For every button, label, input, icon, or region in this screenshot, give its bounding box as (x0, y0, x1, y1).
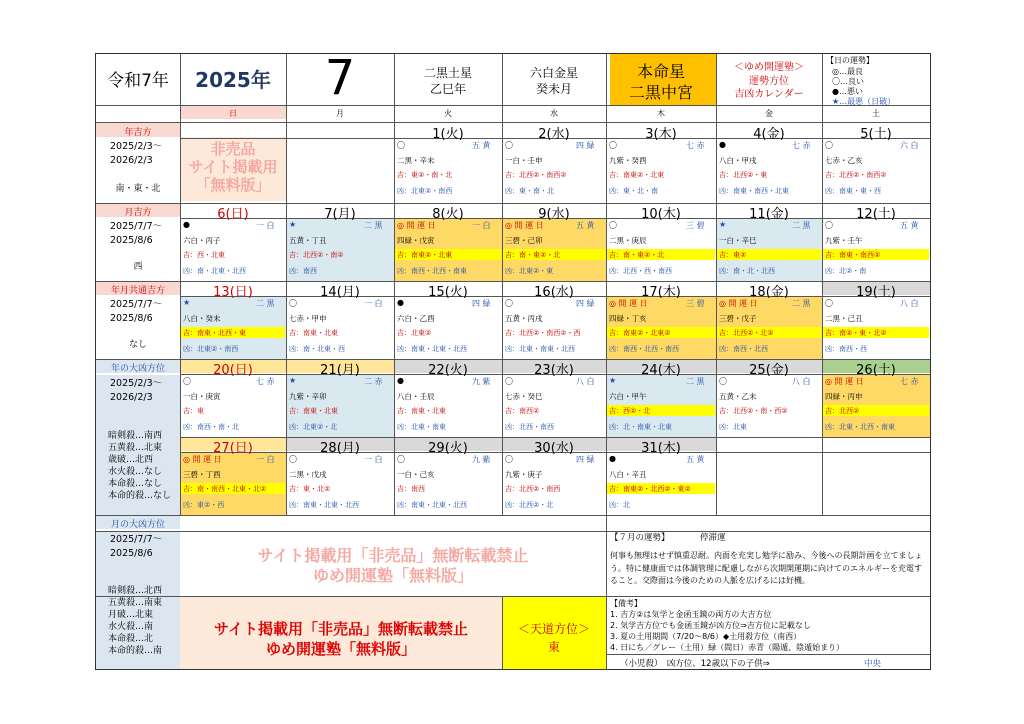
day-kyo: 凶：北西・西・南西 (609, 267, 672, 275)
day-kanshi: 五黄・丙戌 (505, 314, 543, 323)
honmei-1: 本命星 (636, 62, 685, 81)
day-kanshi: 八白・癸未 (183, 314, 221, 323)
grid-line-h (606, 596, 930, 597)
day-kichi: 吉：南・東②・北 (609, 251, 665, 259)
day-kyo: 凶：北東・南東・北西 (505, 345, 575, 353)
day-kyo: 凶：北東②・南西 (183, 345, 239, 353)
day-star: 四 緑 (472, 299, 491, 308)
yume-2: 運勢方位 (749, 76, 789, 87)
day-kanshi: 一白・庚寅 (183, 392, 221, 401)
day-star: 七 赤 (686, 141, 705, 150)
day-mark: ◎ 開 運 日 (505, 221, 544, 230)
day-kanshi: 六白・丙子 (183, 236, 221, 245)
month-star-1: 六白金星 (529, 66, 578, 80)
day-kichi: 吉：南・南西・北東・北② (183, 485, 267, 493)
day-mark: ◎ 開 運 日 (825, 377, 864, 386)
day-kyo: 凶：北②・南 (825, 267, 867, 275)
fortune-word: 停滞運 (700, 533, 726, 543)
day-number: 4(金) (753, 127, 785, 142)
side-list-item: 水火殺…なし (108, 467, 163, 477)
side-list-item: 本命殺…北 (108, 634, 154, 644)
side-list-item: 水火殺…南 (108, 622, 154, 632)
side-nen-daikyo-range: 2025/2/3～ 2026/2/3 (110, 378, 163, 403)
day-kichi: 吉：南東②・北東 (609, 171, 665, 179)
day-number: 5(土) (860, 127, 892, 142)
tenten-dir: 東 (547, 640, 560, 654)
day-number: 13(日) (213, 285, 253, 300)
side-nen-daikyo: 年の大凶方位 (110, 364, 165, 374)
day-mark: 〇 (505, 455, 513, 464)
day-kichi: 吉：北西②・南西② (825, 171, 887, 179)
stamp1-line2: サイト掲載用 (188, 158, 278, 176)
day-kanshi: 二黒・己丑 (825, 314, 863, 323)
day-number: 25(金) (749, 363, 789, 378)
side-list-item: 歳破…北西 (108, 455, 154, 465)
day-star: 五 黄 (900, 221, 919, 230)
side-list-item: 五黄殺…北東 (108, 443, 163, 453)
day-star: 七 赤 (900, 377, 919, 386)
day-number: 6(日) (217, 207, 249, 222)
day-kyo: 凶：南東・北東・北西 (397, 501, 467, 509)
day-kichi: 吉：東② (719, 251, 747, 259)
day-kichi: 吉：南東・南西② (825, 251, 881, 259)
day-kyo: 凶：南西・北西 (719, 345, 768, 353)
day-number: 2(水) (538, 127, 570, 142)
shoni-dir: 中央 (864, 659, 882, 669)
day-star: 一 白 (364, 455, 383, 464)
fortune-title: 【７月の運勢】 (610, 533, 670, 543)
day-kyo: 凶：南東・東・西 (825, 187, 881, 195)
day-kichi: 吉：南東②・北西②・東② (609, 485, 691, 493)
side-nen-dirs: 南・東・北 (115, 184, 161, 194)
legend-title: 【日の運勢】 (826, 56, 874, 65)
day-kyo: 凶：南西 (289, 267, 317, 275)
note-1: 1. 吉方②は気学と金函玉鏡の両方の大吉方位 (610, 610, 772, 619)
day-number: 16(水) (534, 285, 574, 300)
side-kyotsu-dirs: なし (128, 340, 147, 350)
day-kyo: 凶：北東 (719, 423, 747, 431)
day-mark: ◎ 開 運 日 (183, 455, 222, 464)
day-number: 17(木) (641, 285, 681, 300)
day-kanshi: 九紫・壬午 (825, 236, 863, 245)
stamp1-line1: 非売品 (210, 140, 256, 158)
day-kanshi: 九紫・癸酉 (609, 156, 647, 165)
day-kanshi: 七赤・甲申 (289, 314, 327, 323)
side-nen-kippo: 年吉方 (124, 128, 152, 138)
day-mark: ● (183, 220, 190, 229)
day-kyo: 凶：東・北・南 (609, 187, 658, 195)
day-star: 四 緑 (576, 299, 595, 308)
note-4: 4. 日にち／グレー（土用）緑（間日）赤青（陽遁、陰遁始まり） (610, 643, 845, 652)
day-number: 11(金) (749, 207, 789, 222)
day-mark: 〇 (505, 377, 513, 386)
day-kyo: 凶：南西・北西・南東 (397, 267, 467, 275)
side-tsuki-dirs: 西 (133, 262, 143, 272)
day-number: 30(水) (534, 441, 574, 456)
day-number: 10(木) (641, 207, 681, 222)
day-star: 一 白 (256, 221, 275, 230)
fortune-body: 何事も無理はせず慎重忍耐。内面を充実し勉学に励み、今後への長期計画を立てましょう。特に健康面では体調管理に配慮しながら次期開運期に向けてのエネルギーを充電すること。交際面は今後のための人脈を広げるには好機。 (610, 551, 923, 585)
day-kanshi: 四緑・戊寅 (397, 236, 435, 245)
day-kyo: 凶：南東・北東・北西 (289, 501, 359, 509)
day-kichi: 吉：東②・南・北 (397, 171, 453, 179)
day-mark: ◎ 開 運 日 (719, 299, 758, 308)
day-kichi: 吉：北西②・南西② (505, 171, 567, 179)
day-number: 27(日) (213, 441, 253, 456)
day-kichi: 吉：南西 (397, 485, 425, 493)
day-kanshi: 三碧・戊子 (719, 314, 757, 323)
day-number: 20(日) (213, 363, 253, 378)
day-star: 二 黒 (792, 299, 811, 308)
day-kyo: 凶：北・南東・北東 (609, 423, 672, 431)
day-star: 一 白 (256, 455, 275, 464)
day-kichi: 吉：南②・東・北② (825, 329, 887, 337)
day-kyo: 凶：南西・北西・南西 (609, 345, 679, 353)
day-number: 23(水) (534, 363, 574, 378)
day-kyo: 凶：北西・南西 (505, 423, 554, 431)
yume-3: 吉凶カレンダー (734, 89, 804, 100)
day-number: 14(月) (320, 285, 360, 300)
grid-line-h (96, 105, 930, 106)
day-mark: ★ (289, 376, 297, 385)
day-kichi: 吉：北東② (397, 329, 432, 337)
stamp2-line1: サイト掲載用「非売品」無断転載禁止 (257, 546, 529, 565)
day-star: 二 黒 (792, 221, 811, 230)
day-kichi: 吉：西・北東 (183, 251, 225, 259)
day-kyo: 凶：南・北東・北西 (183, 267, 246, 275)
side-kyotsu: 年月共通吉方 (110, 286, 165, 296)
day-star: 七 赤 (792, 141, 811, 150)
day-mark: 〇 (289, 455, 297, 464)
day-kanshi: 五黄・乙未 (719, 392, 757, 401)
day-kyo: 凶：北西②・北 (505, 501, 554, 509)
day-star: 五 黄 (686, 455, 705, 464)
day-number: 7(月) (324, 207, 356, 222)
day-kanshi: 一白・己亥 (397, 470, 435, 479)
day-star: 八 白 (576, 377, 595, 386)
day-mark: ◎ 開 運 日 (397, 221, 436, 230)
stamp3-line2: ゆめ開運塾「無料版」 (265, 640, 416, 658)
day-kanshi: 一白・壬申 (505, 156, 543, 165)
day-mark: 〇 (609, 141, 617, 150)
grid-line-v (606, 515, 607, 670)
day-kanshi: 七赤・乙亥 (825, 156, 863, 165)
day-star: 五 黄 (576, 221, 595, 230)
weekday-0: 日 (229, 109, 237, 118)
day-kyo: 凶：北東・北西・南東 (825, 423, 895, 431)
day-kyo: 凶：北東②・北 (289, 423, 338, 431)
day-star: 二 黒 (686, 377, 705, 386)
weekday-3: 水 (550, 109, 558, 118)
day-star: 九 紫 (472, 455, 491, 464)
day-star: 八 白 (900, 299, 919, 308)
day-star: 八 白 (792, 377, 811, 386)
day-kanshi: 二黒・庚辰 (609, 236, 647, 245)
day-mark: ● (397, 298, 404, 307)
day-kichi: 吉：東 (183, 407, 204, 415)
day-mark: 〇 (825, 221, 833, 230)
era-label: 令和7年 (107, 71, 169, 91)
day-mark: ★ (289, 220, 297, 229)
day-kichi: 吉：北西②・南西 (505, 485, 561, 493)
stamp2-line2: ゆめ開運塾「無料版」 (312, 566, 473, 585)
day-kyo: 凶：南・北・北西 (719, 267, 775, 275)
day-mark: 〇 (397, 455, 405, 464)
day-kichi: 吉：北西②・南・西② (719, 407, 788, 415)
side-tsuki-kippo: 月吉方 (124, 208, 152, 218)
month-star-2: 癸未月 (535, 82, 572, 96)
day-kanshi: 七赤・癸巳 (505, 392, 543, 401)
day-number: 26(土) (856, 363, 896, 378)
day-kichi: 吉：南・東②・北 (505, 251, 561, 259)
day-star: 五 黄 (472, 141, 491, 150)
side-list-item: 暗剣殺…北西 (108, 586, 163, 596)
day-star: 三 碧 (686, 221, 705, 230)
day-number: 15(火) (428, 285, 468, 300)
day-number: 24(木) (641, 363, 681, 378)
day-mark: 〇 (505, 141, 513, 150)
day-number: 19(土) (856, 285, 896, 300)
day-kichi: 吉：南東②・北東② (609, 329, 671, 337)
day-mark: ★ (719, 220, 727, 229)
grid-line-h (96, 515, 930, 516)
day-mark: ● (609, 454, 616, 463)
day-kanshi: 二黒・辛未 (397, 156, 435, 165)
weekday-4: 木 (657, 109, 665, 118)
day-kichi: 吉：南東・北東 (289, 329, 338, 337)
side-kyotsu-range: 2025/7/7～ 2025/8/6 (110, 299, 163, 324)
day-kyo: 凶：北東②・東 (505, 267, 554, 275)
yume-1: ＜ゆめ開運塾＞ (734, 62, 804, 73)
day-star: 四 緑 (576, 141, 595, 150)
day-star: 六 白 (900, 141, 919, 150)
tenten-label: ＜天道方位＞ (517, 622, 590, 636)
day-kichi: 吉：北西② (825, 407, 860, 415)
day-number: 22(火) (428, 363, 468, 378)
day-kanshi: 三碧・丁酉 (183, 470, 221, 479)
day-kanshi: 九紫・庚子 (505, 470, 543, 479)
shoni-label: （小児殺） 凶方位、12歳以下の子供⇒ (620, 659, 770, 669)
day-kichi: 吉：西②・北 (609, 407, 651, 415)
legend-good: 〇…良い (832, 77, 864, 86)
day-kanshi: 四緑・丙申 (825, 392, 863, 401)
weekday-6: 土 (872, 109, 880, 118)
day-mark: 〇 (289, 299, 297, 308)
grid-line-h (606, 654, 930, 655)
day-number: 18(金) (749, 285, 789, 300)
day-kichi: 吉：北西②・南② (289, 251, 344, 259)
day-mark: ● (397, 376, 404, 385)
day-mark: 〇 (505, 299, 513, 308)
year-star-1: 二黒土星 (423, 66, 472, 80)
day-kichi: 吉：南東・北東 (397, 407, 446, 415)
day-number: 3(木) (645, 127, 677, 142)
day-number: 1(火) (432, 127, 464, 142)
day-mark: ★ (609, 376, 617, 385)
year-label: 2025年 (195, 68, 271, 92)
day-star: 二 黒 (256, 299, 275, 308)
day-number: 21(月) (320, 363, 360, 378)
day-number: 31(木) (641, 441, 681, 456)
day-kyo: 凶：北 (609, 501, 630, 509)
side-tsuki-daikyo: 月の大凶方位 (110, 520, 165, 530)
side-tsuki-range: 2025/7/7～ 2025/8/6 (110, 221, 163, 246)
side-list-item: 暗剣殺…南西 (108, 431, 163, 441)
day-kyo: 凶：東・南・北 (505, 187, 554, 195)
day-kichi: 吉：南西② (505, 407, 540, 415)
day-mark: ● (719, 140, 726, 149)
day-number: 8(火) (432, 207, 464, 222)
day-kyo: 凶：北東・南東 (397, 423, 446, 431)
day-kyo: 凶：北東②・南西 (397, 187, 453, 195)
day-kanshi: 六白・甲午 (609, 392, 647, 401)
day-kichi: 吉：北西②・南西②・西 (505, 329, 581, 337)
legend-best: ◎…最良 (832, 67, 863, 76)
day-star: 一 白 (364, 299, 383, 308)
day-kichi: 吉：東・北② (289, 485, 331, 493)
grid-line-h (96, 531, 930, 532)
day-kyo: 凶：南西・西 (825, 345, 867, 353)
day-kanshi: 八白・甲戌 (719, 156, 757, 165)
side-list-item: 本命的殺…南 (108, 646, 163, 656)
stamp1-line3: 「無料版」 (195, 176, 271, 194)
day-star: 四 緑 (576, 455, 595, 464)
day-star: 一 白 (472, 221, 491, 230)
honmei-2: 二黒中宮 (628, 83, 693, 102)
day-kyo: 凶：南西・南・北 (183, 423, 239, 431)
weekday-2: 火 (444, 109, 452, 118)
weekday-1: 月 (336, 109, 344, 118)
day-kanshi: 九紫・辛卯 (289, 392, 327, 401)
day-kanshi: 八白・辛丑 (609, 470, 647, 479)
notes-title: 【備考】 (610, 599, 642, 608)
day-kichi: 吉：北西②・北② (719, 329, 774, 337)
day-kichi: 吉：南東・北東 (289, 407, 338, 415)
year-star-2: 乙巳年 (429, 82, 466, 96)
day-star: 二 赤 (364, 377, 383, 386)
day-kanshi: 八白・壬辰 (397, 392, 435, 401)
side-nen-range: 2025/2/3～ 2026/2/3 (110, 141, 163, 166)
day-number: 12(土) (856, 207, 896, 222)
day-mark: 〇 (609, 221, 617, 230)
note-3: 3. 夏の土用期間（7/20～8/6）◆土用殺方位（南西） (610, 632, 802, 641)
day-kyo: 凶：南東・北東・北西 (397, 345, 467, 353)
day-mark: ◎ 開 運 日 (609, 299, 648, 308)
day-kanshi: 四緑・丁亥 (609, 314, 647, 323)
day-mark: 〇 (183, 377, 191, 386)
day-number: 28(月) (320, 441, 360, 456)
stamp3-line1: サイト掲載用「非売品」無断転載禁止 (214, 620, 468, 638)
day-mark: 〇 (825, 299, 833, 308)
legend-worst: ★…最悪（日破） (832, 97, 896, 106)
side-list-item: 本命的殺…なし (108, 491, 172, 501)
grid-line-h (96, 596, 606, 597)
weekday-5: 金 (765, 109, 773, 118)
day-star: 七 赤 (256, 377, 275, 386)
day-kyo: 凶：南東・南西・北東 (719, 187, 789, 195)
day-number: 29(火) (428, 441, 468, 456)
day-mark: 〇 (719, 377, 727, 386)
side-list-item: 本命殺…なし (108, 479, 163, 489)
day-kichi: 吉：南東・北西・東 (183, 329, 246, 337)
day-star: 九 紫 (472, 377, 491, 386)
day-star: 二 黒 (364, 221, 383, 230)
day-kyo: 凶：東②・西 (183, 501, 225, 509)
legend-bad: ●…悪い (832, 87, 863, 96)
day-kanshi: 一白・辛巳 (719, 236, 757, 245)
day-kyo: 凶：南・北東・西 (289, 345, 345, 353)
day-kichi: 吉：北西②・東 (719, 171, 768, 179)
day-kanshi: 二黒・戊戌 (289, 470, 327, 479)
day-kanshi: 六白・乙酉 (397, 314, 435, 323)
day-kanshi: 三碧・己卯 (505, 236, 543, 245)
month-number: 7 (324, 50, 356, 106)
day-kichi: 吉：南東②・北東 (397, 251, 453, 259)
side-list-item: 月破…北東 (108, 610, 154, 620)
day-number: 9(水) (538, 207, 570, 222)
day-mark: 〇 (825, 141, 833, 150)
note-2: 2. 気学吉方位でも金函玉鏡が凶方位⇒吉方位に記載なし (610, 621, 811, 630)
side-list-item: 五黄殺…南東 (108, 598, 163, 608)
day-mark: ★ (183, 298, 191, 307)
day-kanshi: 五黄・丁丑 (289, 236, 327, 245)
day-star: 三 碧 (686, 299, 705, 308)
side-tsuki-daikyo-range: 2025/7/7～ 2025/8/6 (110, 534, 163, 559)
day-mark: 〇 (397, 141, 405, 150)
